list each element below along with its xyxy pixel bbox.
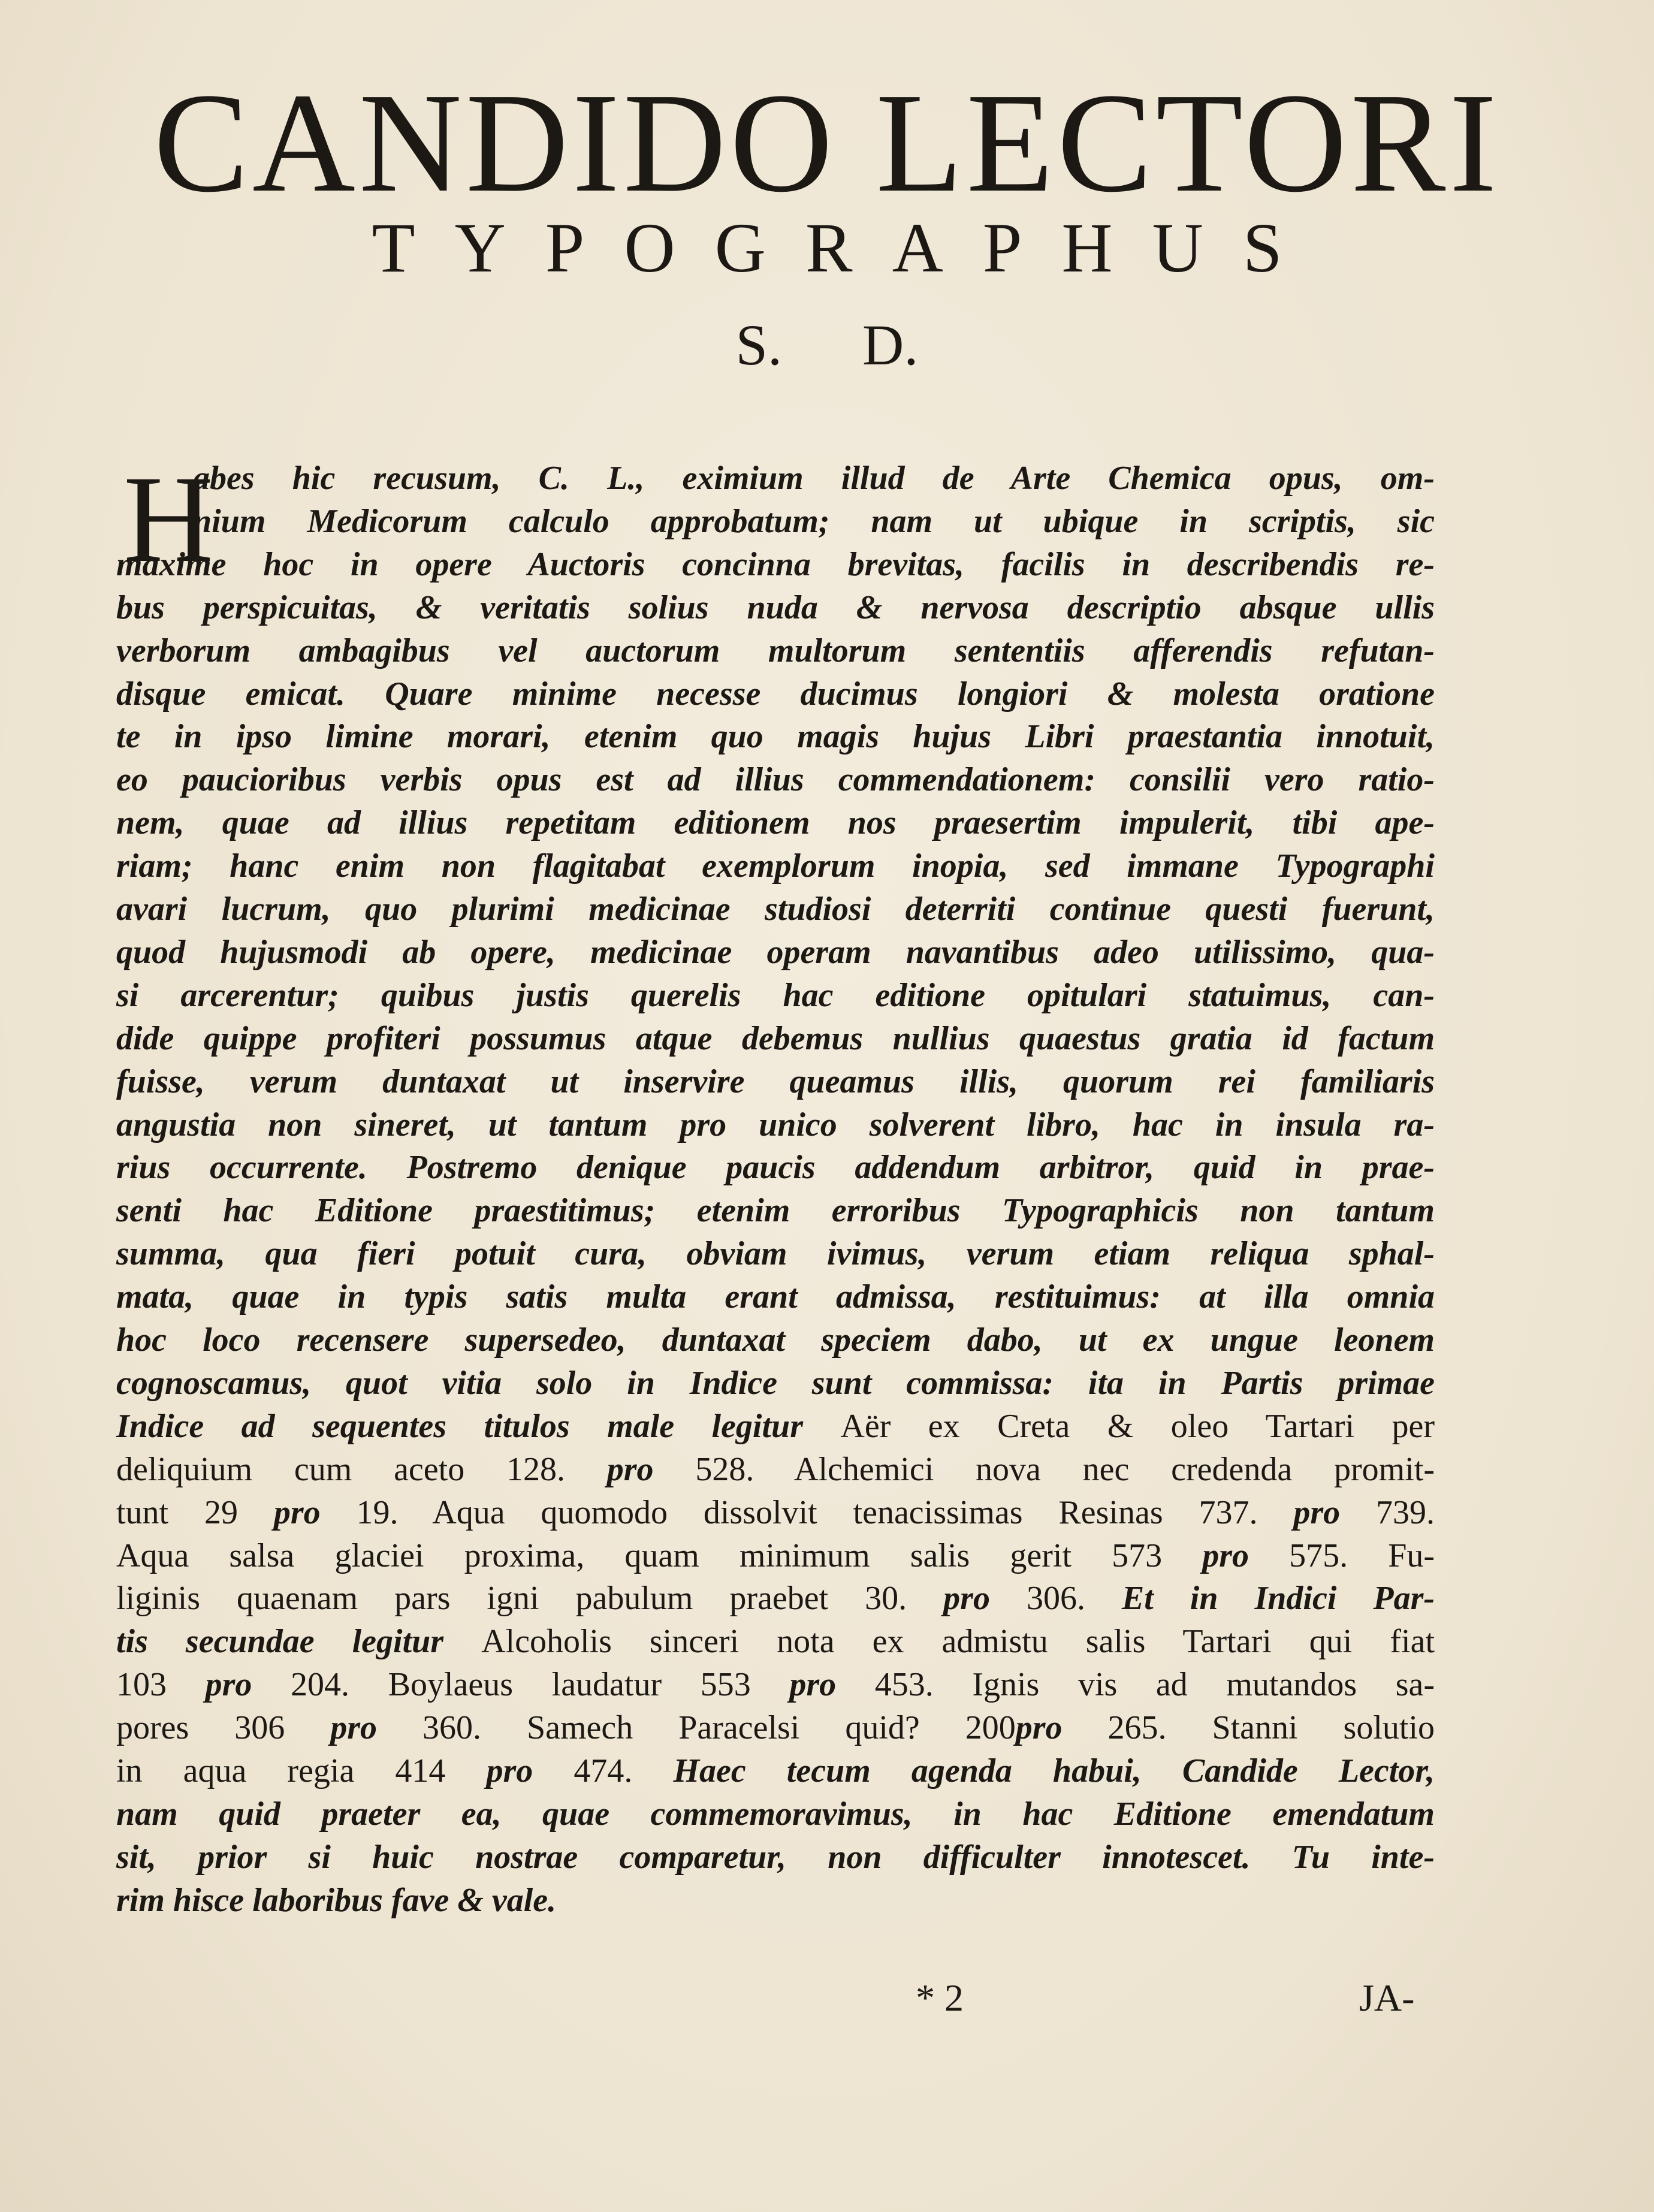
- text-line: [116, 715, 1435, 758]
- text-run: pro: [1293, 1493, 1376, 1531]
- text-line: [116, 586, 1435, 629]
- text-line: [116, 1879, 556, 1922]
- text-run: Alcoholis sinceri nota ex admistu salis Tartari qui fiat: [481, 1623, 1435, 1661]
- text-line: [116, 888, 1435, 931]
- text-run: pro: [486, 1752, 574, 1789]
- text-run: Aqua salsa glaciei proxima, quam minimum salis gerit 573: [116, 1537, 1203, 1574]
- page-subtitle: TYPOGRAPHUS: [372, 209, 1322, 287]
- text-run: pro: [1015, 1709, 1108, 1747]
- text-run: hoc loco recensere supersedeo, duntaxat speciem dabo, ut ex ungue leonem: [116, 1321, 1435, 1359]
- text-line: [116, 1060, 1435, 1103]
- text-run: summa, qua fieri potuit cura, obviam ivimus, verum etiam reliqua sphal-: [116, 1235, 1435, 1273]
- text-line: [116, 1620, 1435, 1663]
- text-run: si arcerentur; quibus justis querelis hac editione opitulari statuimus, can-: [116, 976, 1435, 1014]
- page-title: CANDIDO LECTORI: [153, 64, 1501, 222]
- text-line: [193, 500, 1435, 543]
- text-run: pro: [205, 1666, 291, 1704]
- text-run: 19. Aqua quomodo dissolvit tenacissimas Resinas 737.: [356, 1493, 1294, 1531]
- text-run: sit, prior si huic nostrae comparetur, non difficulter innotescet. Tu inte-: [116, 1838, 1435, 1876]
- text-run: angustia non sineret, ut tantum pro unico solverent libro, hac in insula ra-: [116, 1106, 1435, 1143]
- text-run: maxime hoc in opere Auctoris concinna brevitas, facilis in describendis re-: [116, 545, 1435, 583]
- text-line: [116, 672, 1435, 716]
- text-line: [116, 931, 1435, 974]
- text-line: [116, 1448, 1435, 1491]
- text-line: [116, 1103, 1435, 1146]
- text-run: pro: [1202, 1537, 1290, 1574]
- text-line: [116, 1405, 1435, 1448]
- drop-cap: H: [123, 450, 214, 588]
- text-run: 103: [116, 1666, 206, 1704]
- text-run: 265. Stanni solutio: [1107, 1709, 1435, 1747]
- text-line: [116, 844, 1435, 888]
- text-run: Indice ad sequentes titulos male legitur: [116, 1407, 841, 1445]
- text-run: 360. Samech Paracelsi quid? 200: [422, 1709, 1016, 1747]
- text-line: [116, 1275, 1435, 1318]
- text-line: [116, 1318, 1435, 1362]
- text-run: cognoscamus, quot vitia solo in Indice sunt commissa: ita in Partis primae: [116, 1364, 1435, 1402]
- text-run: quod hujusmodi ab opere, medicinae operam navantibus adeo utilissimo, qua-: [116, 933, 1435, 971]
- text-run: dide quippe profiteri possumus atque debemus nullius quaestus gratia id factum: [116, 1019, 1435, 1057]
- text-run: te in ipso limine morari, etenim quo magis hujus Libri praestantia innotuit,: [116, 718, 1435, 756]
- text-line: [116, 1577, 1435, 1620]
- text-line: [193, 457, 1435, 500]
- text-line: [116, 801, 1435, 844]
- text-run: 528. Alchemici nova nec credenda promit-: [695, 1450, 1435, 1488]
- text-line: [116, 974, 1435, 1017]
- text-run: senti hac Editione praestitimus; etenim erroribus Typographicis non tantum: [116, 1192, 1435, 1230]
- text-line: [116, 1491, 1435, 1534]
- text-run: 306.: [1026, 1580, 1122, 1617]
- text-line: [116, 629, 1435, 672]
- text-line: [116, 1189, 1435, 1232]
- text-run: nium Medicorum calculo approbatum; nam ut ubique in scriptis, sic: [193, 502, 1435, 540]
- catchword: JA-: [1359, 1976, 1415, 2019]
- text-line: [116, 1836, 1435, 1879]
- text-run: verborum ambagibus vel auctorum multorum sententiis afferendis refutan-: [116, 632, 1435, 669]
- text-run: tunt 29: [116, 1493, 274, 1531]
- text-run: rim hisce laboribus fave & vale.: [116, 1881, 557, 1919]
- text-run: in aqua regia 414: [116, 1752, 487, 1789]
- text-run: 453. Ignis vis ad mutandos sa-: [874, 1666, 1435, 1704]
- signature-mark: * 2: [916, 1976, 964, 2019]
- text-run: disque emicat. Quare minime necesse ducimus longiori & molesta oratione: [116, 675, 1435, 713]
- text-run: tis secundae legitur: [116, 1623, 482, 1661]
- text-run: avari lucrum, quo plurimi medicinae studiosi deterriti continue questi fuerunt,: [116, 891, 1435, 928]
- text-run: pro: [606, 1450, 696, 1488]
- text-line: [116, 1232, 1435, 1275]
- text-line: [116, 1534, 1435, 1577]
- text-run: pro: [330, 1709, 423, 1747]
- text-run: pro: [273, 1493, 357, 1531]
- text-run: 739.: [1376, 1493, 1435, 1531]
- text-line: [116, 758, 1435, 801]
- text-run: Aër ex Creta & oleo Tartari per: [840, 1407, 1435, 1445]
- text-run: mata, quae in typis satis multa erant admissa, restituimus: at illa omnia: [116, 1278, 1435, 1316]
- text-run: deliquium cum aceto 128.: [116, 1450, 607, 1488]
- text-line: [116, 543, 1435, 586]
- text-run: 474.: [574, 1752, 674, 1789]
- text-run: riam; hanc enim non flagitabat exemplorum inopia, sed immane Typographi: [116, 847, 1435, 885]
- text-run: pro: [789, 1666, 875, 1704]
- text-run: 575. Fu-: [1289, 1537, 1435, 1574]
- text-run: fuisse, verum duntaxat ut inservire queamus illis, quorum rei familiaris: [116, 1063, 1435, 1100]
- text-line: [116, 1792, 1435, 1836]
- text-run: bus perspicuitas, & veritatis solius nuda & nervosa descriptio absque ullis: [116, 589, 1435, 626]
- text-run: abes hic recusum, C. L., eximium illud de Arte Chemica opus, om-: [193, 460, 1435, 497]
- text-run: rius occurrente. Postremo denique paucis addendum arbitror, quid in prae-: [116, 1149, 1435, 1187]
- text-run: nem, quae ad illius repetitam editionem nos praesertim impulerit, tibi ape-: [116, 804, 1435, 842]
- text-line: [116, 1749, 1435, 1792]
- text-line: [116, 1362, 1435, 1405]
- text-line: [116, 1663, 1435, 1706]
- text-run: Et in Indici Par-: [1121, 1580, 1435, 1617]
- text-run: eo paucioribus verbis opus est ad illius commendationem: consilii vero ratio-: [116, 761, 1435, 799]
- text-run: pro: [943, 1580, 1027, 1617]
- text-run: pores 306: [116, 1709, 331, 1747]
- salutation: S. D.: [735, 313, 919, 377]
- text-run: nam quid praeter ea, quae commemoravimus, in hac Editione emendatum: [116, 1795, 1435, 1833]
- text-line: [116, 1706, 1435, 1749]
- text-run: Haec tecum agenda habui, Candide Lector,: [673, 1752, 1435, 1789]
- text-line: [116, 1017, 1435, 1060]
- text-line: [116, 1146, 1435, 1189]
- text-run: liginis quaenam pars igni pabulum praebet 30.: [116, 1580, 944, 1617]
- text-run: 204. Boylaeus laudatur 553: [291, 1666, 790, 1704]
